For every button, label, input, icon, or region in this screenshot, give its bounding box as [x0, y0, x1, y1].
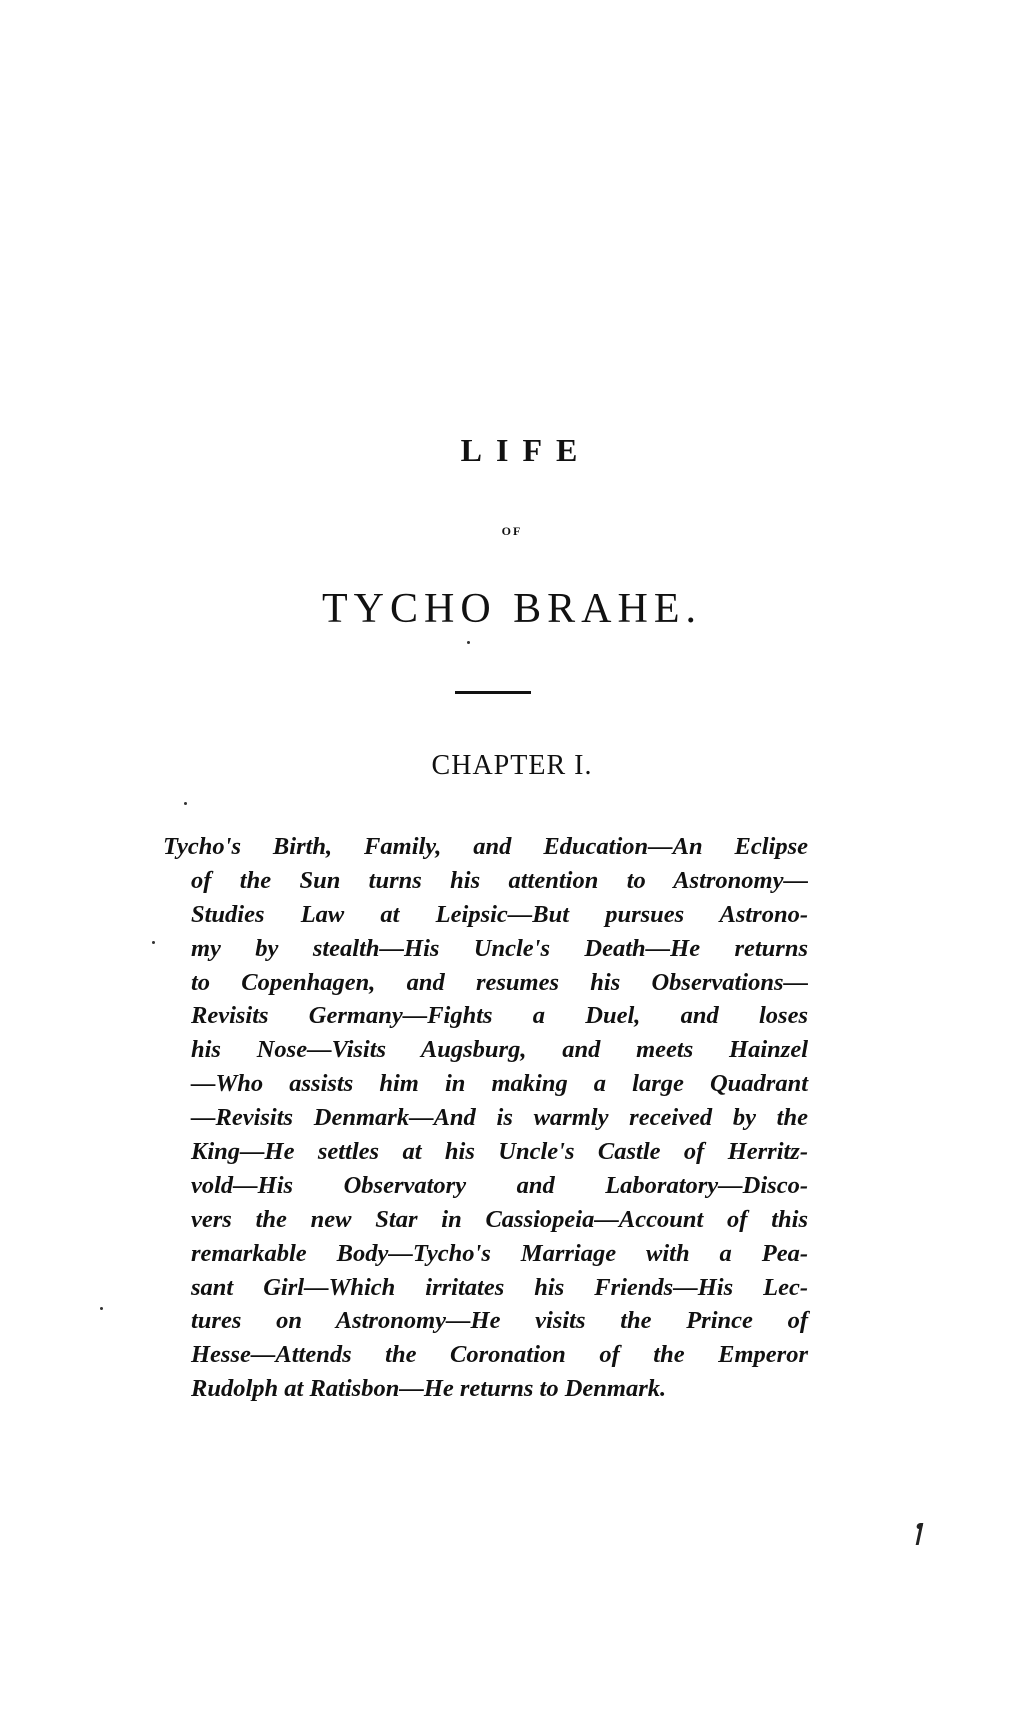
summary-line: vers the new Star in Cassiopeia—Account of this: [191, 1205, 808, 1233]
summary-line: Hesse—Attends the Coronation of the Emperor: [191, 1341, 808, 1369]
summary-line: of the Sun turns his attention to Astronomy—: [191, 866, 808, 894]
print-speck: [184, 802, 187, 805]
print-speck: [152, 941, 155, 944]
summary-line: Rudolph at Ratisbon—He returns to Denmark.: [191, 1375, 667, 1403]
print-speck: [100, 1307, 103, 1310]
title-of: OF: [501, 524, 523, 538]
chapter-heading: CHAPTER I.: [431, 750, 593, 781]
summary-line: Revisits Germany—Fights a Duel, and loses: [191, 1002, 808, 1030]
summary-line: sant Girl—Which irritates his Friends—His Lec-: [191, 1273, 808, 1301]
title-name: TYCHO BRAHE.: [321, 586, 702, 632]
summary-line: Tycho's Birth, Family, and Education—An Eclipse: [163, 833, 808, 860]
chapter-summary: [163, 830, 808, 1406]
print-speck: [467, 641, 470, 644]
summary-line: King—He settles at his Uncle's Castle of Herritz-: [191, 1138, 808, 1166]
summary-line: my by stealth—His Uncle's Death—He returns: [191, 934, 808, 962]
summary-line: his Nose—Visits Augsburg, and meets Hainzel: [191, 1036, 808, 1064]
summary-line: tures on Astronomy—He visits the Prince of: [191, 1307, 808, 1335]
title-rule: [455, 691, 531, 694]
summary-line: to Copenhagen, and resumes his Observations—: [191, 968, 808, 996]
summary-line: vold—His Observatory and Laboratory—Disco-: [191, 1171, 808, 1199]
summary-line: remarkable Body—Tycho's Marriage with a Pea-: [191, 1239, 808, 1267]
ink-mark: [916, 1523, 924, 1545]
title-life: LIFE: [460, 432, 592, 468]
summary-line: —Revisits Denmark—And is warmly received by the: [191, 1104, 808, 1132]
summary-line: —Who assists him in making a large Quadrant: [191, 1070, 808, 1098]
summary-line: Studies Law at Leipsic—But pursues Astrono-: [191, 900, 808, 928]
